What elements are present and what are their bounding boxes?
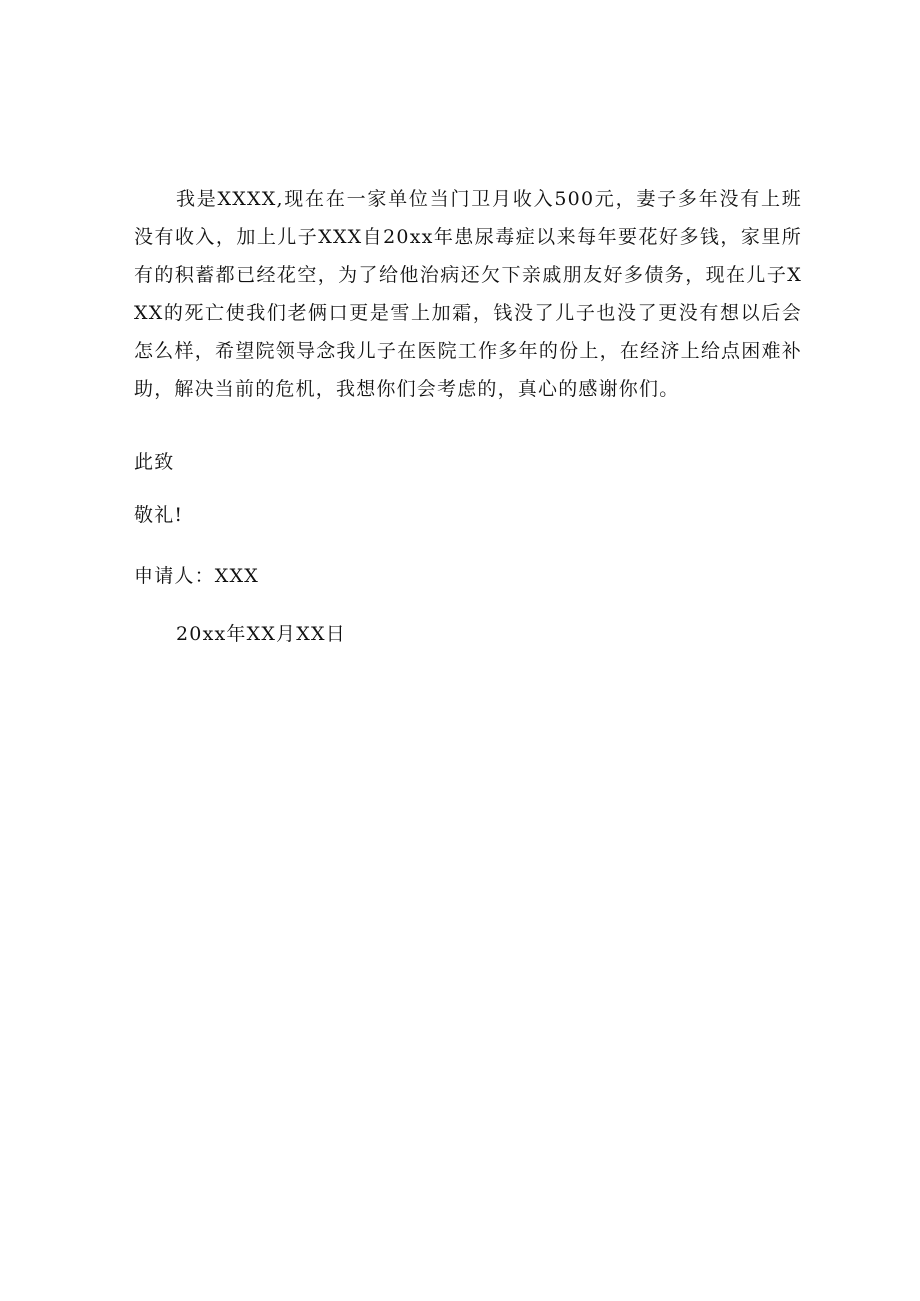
letter-date: 20xx年XX月XX日 [176, 623, 346, 645]
applicant-signature: 申请人：XXX [134, 565, 259, 587]
closing-salutation: 此致 [134, 451, 175, 473]
letter-body: 我是XXXX,现在在一家单位当门卫月收入500元，妻子多年没有上班没有收入，加上儿子XXX自20xx年患尿毒症以来每年要花好多钱，家里所有的积蓄都已经花空，为了给他治病还欠下亲戚朋友好多债务，现在儿子XXX的死亡使我们老俩口更是雪上加霜，钱没了儿子也没了更没有想以后会怎么样，希望院领导念我儿子在医院工作多年的份上，在经济上给点困难补助，解决当前的危机，我想你们会考虑的，真心的感谢你们。 [134, 188, 802, 400]
closing-regards: 敬礼! [134, 504, 184, 526]
